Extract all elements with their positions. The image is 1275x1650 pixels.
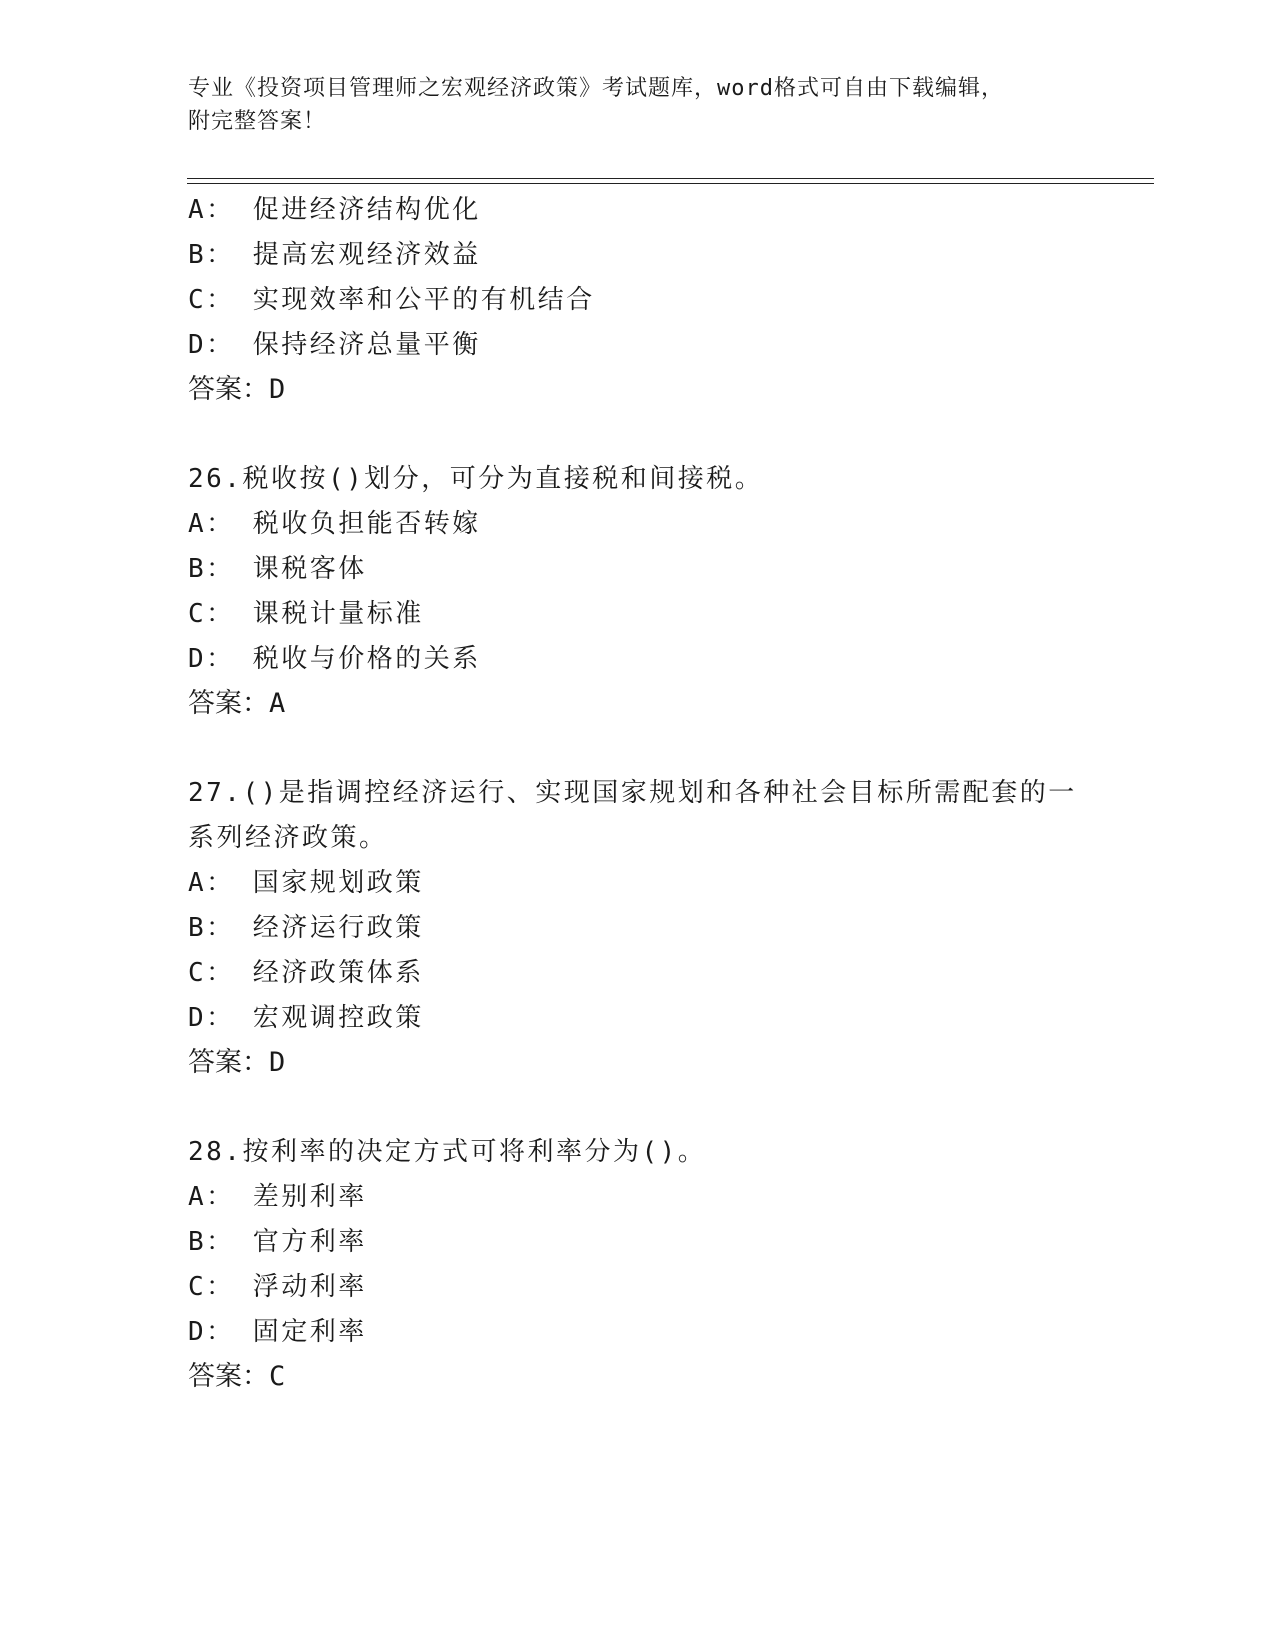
q28-option-b: B： 官方利率 [188, 1227, 367, 1257]
q27-option-d: D： 宏观调控政策 [188, 1003, 424, 1033]
q27-answer-value: D [269, 1047, 286, 1078]
q26-answer-label: 答案： [188, 688, 269, 719]
q26-option-a: A： 税收负担能否转嫁 [188, 509, 481, 539]
q28-option-a: A： 差别利率 [188, 1182, 367, 1212]
q25-option-a: A： 促进经济结构优化 [188, 195, 481, 225]
q26-stem: 26.税收按()划分，可分为直接税和间接税。 [188, 464, 764, 494]
q26-option-d: D： 税收与价格的关系 [188, 644, 481, 674]
header-line-1: 专业《投资项目管理师之宏观经济政策》考试题库，word格式可自由下载编辑， [188, 76, 1004, 101]
q26-option-c: C： 课税计量标准 [188, 599, 424, 629]
q26-option-b: B： 课税客体 [188, 554, 367, 584]
q25-answer-value: D [269, 374, 286, 405]
q27-option-c: C： 经济政策体系 [188, 958, 424, 988]
q28-answer-value: C [269, 1361, 286, 1392]
q28-option-c: C： 浮动利率 [188, 1272, 367, 1302]
q27-answer [188, 1047, 285, 1079]
header-line-2: 附完整答案！ [188, 109, 327, 134]
q25-answer-label: 答案： [188, 374, 269, 405]
q27-option-a: A： 国家规划政策 [188, 868, 424, 898]
q27-answer-label: 答案： [188, 1047, 269, 1078]
q26-answer-value: A [269, 688, 286, 719]
q28-stem: 28.按利率的决定方式可将利率分为()。 [188, 1137, 707, 1167]
q25-option-d: D： 保持经济总量平衡 [188, 330, 481, 360]
q28-answer [188, 1361, 285, 1393]
q25-answer [188, 374, 285, 406]
q27-stem-line-2: 系列经济政策。 [188, 823, 388, 853]
q25-option-b: B： 提高宏观经济效益 [188, 240, 481, 270]
q25-option-c: C： 实现效率和公平的有机结合 [188, 285, 595, 315]
header-divider-bottom [187, 183, 1154, 184]
document-header [188, 72, 1088, 138]
header-divider-top [187, 178, 1154, 179]
q28-answer-label: 答案： [188, 1361, 269, 1392]
q28-option-d: D： 固定利率 [188, 1317, 367, 1347]
q27-stem-line-1: 27.()是指调控经济运行、实现国家规划和各种社会目标所需配套的一 [188, 778, 1077, 808]
q26-answer [188, 688, 285, 720]
q27-option-b: B： 经济运行政策 [188, 913, 424, 943]
